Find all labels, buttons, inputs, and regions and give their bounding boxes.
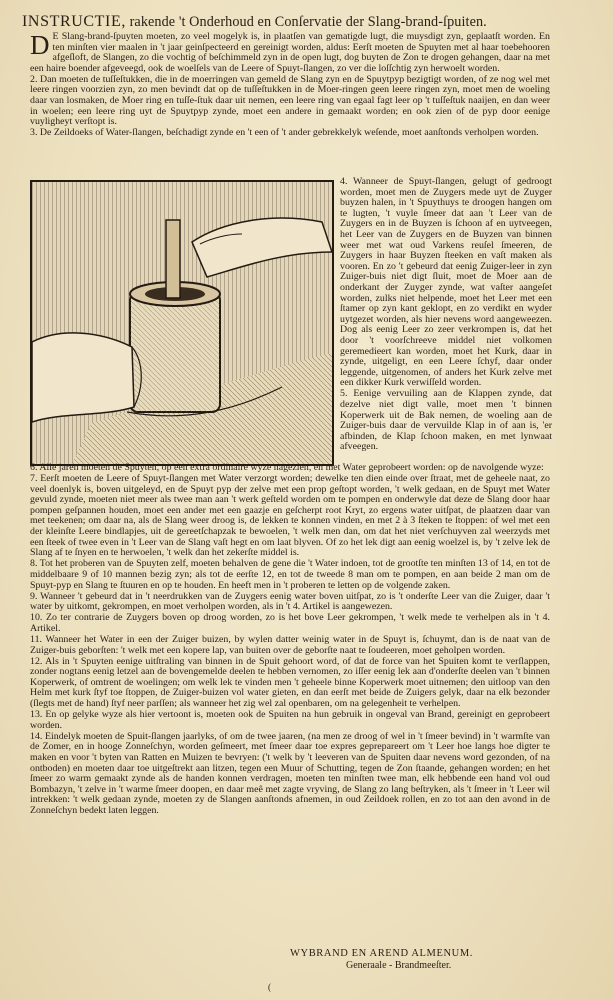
paragraph-2: 2. Dan moeten de tuſſeſtukken, die in de moerringen van gemeld de Slang zyn en de Spuytpyp bezigtigt worden, of ze nog wel met leere ringen voorzien zyn, zo men bevindt dat op de tuſſeſtukken in de Moer-ringen geen leere ringen zyn, moet men de woeling daar van losmaken, de Moer ring en tuſſe-ſtuk daar uit nemen, een leere ring van egaal fagt leer op 't tuſſeſtuk naaijen, en dan weer in woelen; een leere ring uyt de Spuytpyp zynde, moet een andere in gemaakt worden; en ook zien of de pyp door eenige vuyligheyt verſtopt is.	[30, 73, 550, 128]
paragraph-10: 10. Zo ter contrarie de Zuygers boven op droog worden, zo is het bove Leer gekrompen, 't welk mede te verhelpen als in 't 4. Artikel.	[30, 612, 550, 634]
paragraph-13: 13. En op gelyke wyze als hier vertoont is, moeten ook de Spuiten na hun gebruik in ongeval van Brand, gereinigt en geprobeert worden.	[30, 709, 550, 731]
main-paragraphs	[30, 463, 550, 817]
signature-role: Generaale - Brandmeeſter.	[346, 960, 452, 971]
paragraph-14: 14. Eindelyk moeten de Spuit-ſlangen jaarlyks, of om de twee jaaren, (na men ze droog of wel in 't ſmeer bevind) in 't warmſte van de Zomer, en in hooge Zonneſchyn, worden geſmeert, met ſmeer daar toe expres geprepareert om 't Leer hoe langs hoe digter te maken en voor 't byten van Ratten en Muizen te bevryen: ('t welk by 't leeveren van de Spuiten daar nevens word gezonden, of na ontboden) en moeten daar toe uitgeſtrekt aan litzen, tegen een Muur of Schutting, tegen de Zon ſtaande, gehangen worden; en het ſmeer zo warm gemaakt zynde als de handen konnen verdragen, moeten ten minſten twee man, elk hebbende een hand vol oud Bombazyn, 't zelve in 't warme ſmeer doopen, en daar meê met zagte vryving, de Slang zo lang beſtryken, als 't ſmeer in 't Leer wil intrekken: 't welk gedaan zynde, moeten zy de Slangen aanſtonds afnemen, in oud Zeildoek rollen, en zo tot aan den avond in de Zonneſchyn bedekt laten leggen.	[30, 730, 550, 816]
paragraph-7: 7. Eerſt moeten de Leere of Spuyt-ſlangen met Water verzorgt worden; dewelke ten dien einde over ſtraat, met de geheele naat, zo veel doenlyk is, boven uitgeleyd, en de Spuyt pyp der zelve met een prop geſtopt worden, 't welk gedaan, en de Spuyt met Water gevuld zynde, moeten niet meer als twee man aan 't werk geſteld worden om te pompen en onderwyle dat deze de Slang door haar pompen geſpannen houden, moet een ander met een gaazje en geſcherpt root Kryt, zo ergens water uitſpat, de plaatzen daar van met teekenen; om daar na, als de Slang weer droog is, de lekken te konnen vinden, en met 2 à 3 ſteken te ſtoppen: of wel met een der kleinſte Leere bindlapjes, uit de gereetſchapzak te bewoelen, 't welk men dan, om dat het niet verſchuyven zal weerzyds met een ſteek of twee even in 't Leer van de Slang vaſt hegt en om laat blyven. Of zo het lek digt aan eenig woelzel is, by 't zelve lek de Slang af te ſnyen en te herwoelen, 't welk dan het zekerſte middel is.	[30, 473, 550, 559]
paragraph-6: 6. Alle jaren moeten de Spuyten, op een extra ordinaire wyze nagezien, en met Water geprobeert worden: op de navolgende wyze:	[30, 462, 544, 473]
title-rest: rakende 't Onderhoud en Conſervatie der Slang-brand-ſpuiten.	[129, 14, 487, 30]
paragraph-8: 8. Tot het proberen van de Spuyten zelf, moeten behalven de gene die 't Water indoen, tot de grootſte ten minſten 13 of 14, en tot de middelbaare 9 of 10 mannen bezig zyn; als tot de eerſte 12, en tot de tweede 8 man om te pompen, en aan beide 2 man om de Spuyt-pyp en Slang te ſtuuren en op te houden. En heeft men in 't proberen te letten op de volgende zaken.	[30, 558, 550, 591]
title-main: INSTRUCTIE,	[22, 13, 126, 30]
side-column	[340, 177, 552, 453]
paragraph-11: 11. Wanneer het Water in een der Zuiger buizen, by wylen datter weinig water in de Spuyt is, ſchuymt, dan is de naat van de Zuiger-buis geborſten: 't welk met een kopere lap, van buiten over de geborſte naat te ſoudeeren, moet geholpen worden.	[30, 634, 550, 656]
paragraph-9: 9. Wanneer 't gebeurd dat in 't neerdrukken van de Zuygers eenig water boven uitſpat, zo is 't onderſte Leer van die Zuiger, daar 't water by uitkomt, gekrompen, en moet verholpen worden, als in 't 4. Artikel is aangewezen.	[30, 590, 550, 613]
folio-mark: (	[268, 982, 271, 992]
signature-name: WYBRAND EN AREND ALMENUM.	[290, 948, 473, 959]
intro-paragraphs	[30, 32, 550, 139]
paragraph-5: 5. Eenige vervuiling aan de Klappen zynde, dat dezelve niet digt valle, moet men 't binnen Koperwerk uit de Bak nemen, de woeling aan de Zuiger-buis daar de vervuilde Klap in of aan is, 'er afbinden, de Klap ſchoon maken, en met lynwaat afveegen.	[340, 388, 552, 453]
page-title	[22, 13, 597, 31]
paragraph-1-text: E Slang-brand-ſpuyten moeten, zo veel mogelyk is, in plaatſen van gematigde lugt, die muysdigt zyn, geplaatſt worden. En ten minſten vier maalen in 't jaar geinſpecteerd en gereinigt worden, aldus: Eerſt moeten de Spuyten met al haar toebehooren afgeſloft, de Slangen, zo die vochtig of beſchimmeld zyn in de open lugt, dog buyten de Zon te drogen gehangen, daar na met een haire boender afgeveegd, ook de woelſels van de Leere of Spuyt-ſlangen, zo ver die loſſchtig zyn herwoelt worden.	[30, 31, 550, 74]
signature-block	[290, 948, 530, 972]
drop-cap: D	[30, 30, 50, 60]
paragraph-12: 12. Als in 't Spuyten eenige uitſtraling van binnen in de Spuit gehoort word, of dat de force van het Spuiten komt te verſlappen, zonder nogtans eenig letzel aan de bovengemelde deelen te hebben vernomen, zo iſſer eenig lek aan d'onderſte deelen van 't binnen Koperwerk, of omtrent de woelingen; om welk lek te vinden men 't geheele binne Koperwerk moet uitnemen; den uitloop van den Helm met kurk ſtyf toe ſtoppen, de Zuiger-buizen vol water gieten, en dan eerſt met beide de Zuigers gelyk, daar na elk bezonder (ſlegts met de hand) ſtyf neer parſſen; als wanneer het zig wel zal openbaren, om na gelegenheit te verhelpen.	[30, 655, 550, 710]
engraving-hands-pump-image	[32, 182, 332, 464]
engraving-illustration	[30, 180, 334, 466]
paragraph-1	[30, 32, 550, 74]
paragraph-4: 4. Wanneer de Spuyt-ſlangen, gelugt of gedroogt worden, moet men de Zuygers mede uyt de Zuyger buyzen halen, in 't Spuythuys te droogen hangen om te lugten, 't vuyle ſmeer dat aan 't Leer van de Zuygers en in de Buyzen is ſchoon af en uytveegen, het Leer van de Zuygers en de Buyzen van binnen weer met wat oud Varkens reuſel ſmeeren, de Zuygers in haar Buyzen ſteeken en vaſt maken als vooren. En zo 't gebeurd dat eenig Zuiger-leer in zyn Zuiger-buis niet digt ſluit, moet de Moer aan de onderkant der Zuyger zynde, wat vaſter aangeſet worden, zulks niet helpende, moet het Leer met een ſtamer op zyn kant geklopt, en zo verdikt en wyder uytgezet worden, als hier nevens word aangeweezen. Dog als eenig Leer zo zeer verkrompen is, dat het door 't voorſchreeve middel niet volkomen geremedieert kan worden, moet het Kurk, daar in zynde, uitgeligt, en een Leere ſchyf, daar onder leggende, uitgenomen, of anders het Kurk zelve met een dikker Kurk verwiſſeld worden.	[340, 176, 552, 389]
paragraph-3: 3. De Zeildoeks of Water-ſlangen, beſchadigt zynde en 't een of 't ander gebrekkelyk weſende, moet aanſtonds verholpen worden.	[30, 127, 539, 139]
